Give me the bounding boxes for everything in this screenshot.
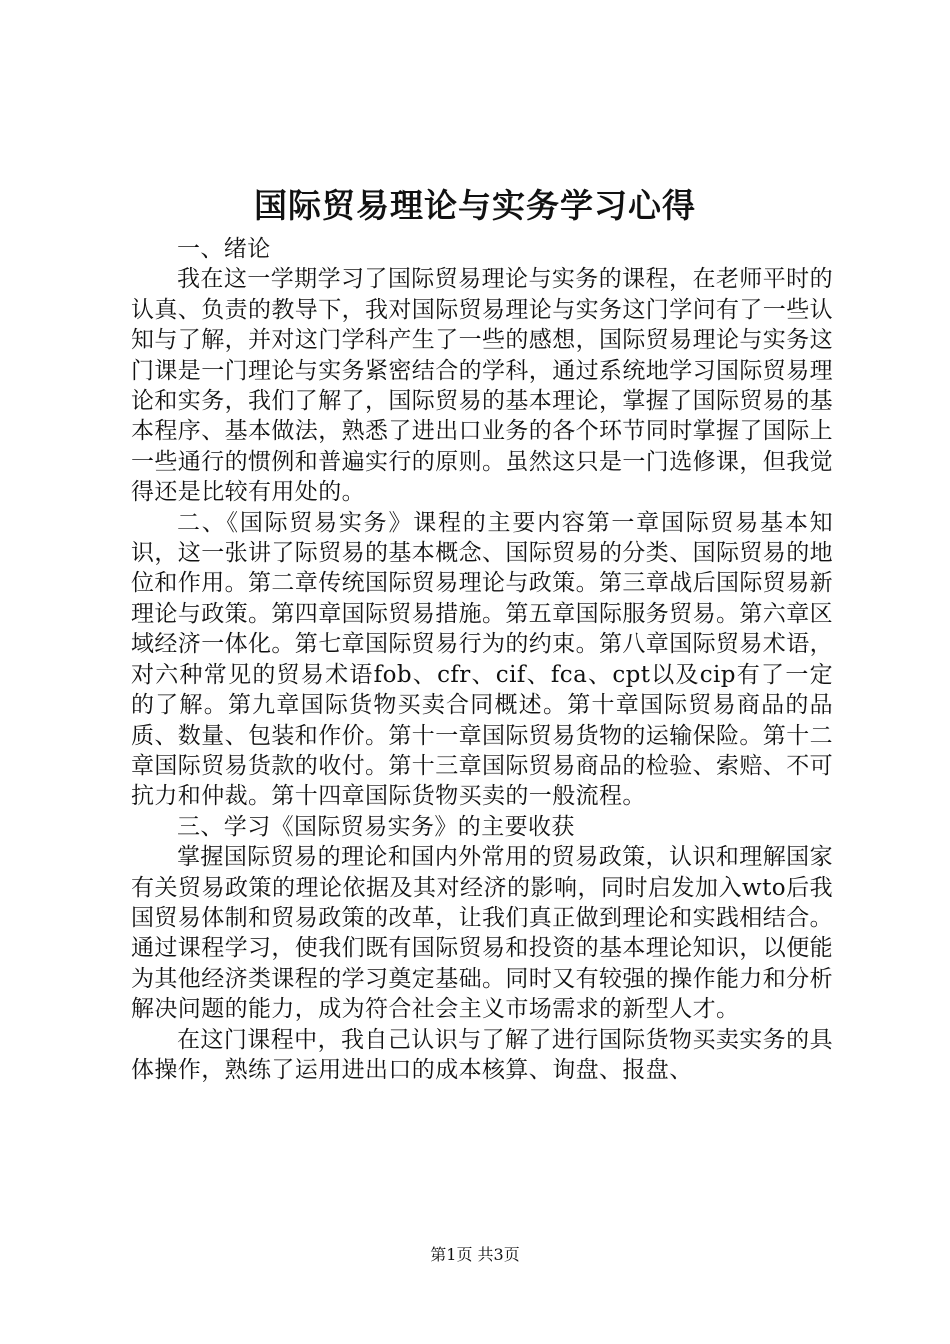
paragraph-introduction: 我在这一学期学习了国际贸易理论与实务的课程，在老师平时的认真、负责的教导下，我对国际贸易理论与实务这门学问有了一些认知与了解，并对这门学科产生了一些的感想，国际贸易理论与实务这门课是一门理论与实务紧密结合的学科，通过系统地学习国际贸易理论和实务，我们了解了，国际贸易的基本理论，掌握了国际贸易的基本程序、基本做法，熟悉了进出口业务的各个环节同时掌握了国际上一些通行的惯例和普遍实行的原则。虽然这只是一门选修课，但我觉得还是比较有用处的。: [131, 266, 833, 506]
page-number: 第1页 共3页: [430, 1245, 520, 1264]
paragraph-practice: 在这门课程中，我自己认识与了解了进行国际货物买卖实务的具体操作，熟练了运用进出口的成本核算、询盘、报盘、: [131, 1026, 833, 1083]
paragraph-course-content: 二、《国际贸易实务》课程的主要内容第一章国际贸易基本知识，这一张讲了际贸易的基本概念、国际贸易的分类、国际贸易的地位和作用。第二章传统国际贸易理论与政策。第三章战后国际贸易新理论与政策。第四章国际贸易措施。第五章国际服务贸易。第六章区域经济一体化。第七章国际贸易行为的约束。第八章国际贸易术语，对六种常见的贸易术语fob、cfr、cif、fca、cpt以及cip有了一定的了解。第九章国际货物买卖合同概述。第十章国际贸易商品的品质、数量、包装和作价。第十一章国际贸易货物的运输保险。第十二章国际贸易货款的收付。第十三章国际贸易商品的检验、索赔、不可抗力和仲裁。第十四章国际货物买卖的一般流程。: [131, 509, 833, 810]
paragraph-gains: 掌握国际贸易的理论和国内外常用的贸易政策，认识和理解国家有关贸易政策的理论依据及其对经济的影响，同时启发加入wto后我国贸易体制和贸易政策的改革，让我们真正做到理论和实践相结合。通过课程学习，使我们既有国际贸易和投资的基本理论知识，以便能为其他经济类课程的学习奠定基础。同时又有较强的操作能力和分析解决问题的能力，成为符合社会主义市场需求的新型人才。: [131, 844, 833, 1023]
section-heading-introduction: 一、绪论: [177, 236, 271, 262]
section-heading-gains: 三、学习《国际贸易实务》的主要收获: [177, 813, 575, 840]
document-title: 国际贸易理论与实务学习心得: [254, 186, 696, 225]
document-body: [131, 234, 833, 1085]
